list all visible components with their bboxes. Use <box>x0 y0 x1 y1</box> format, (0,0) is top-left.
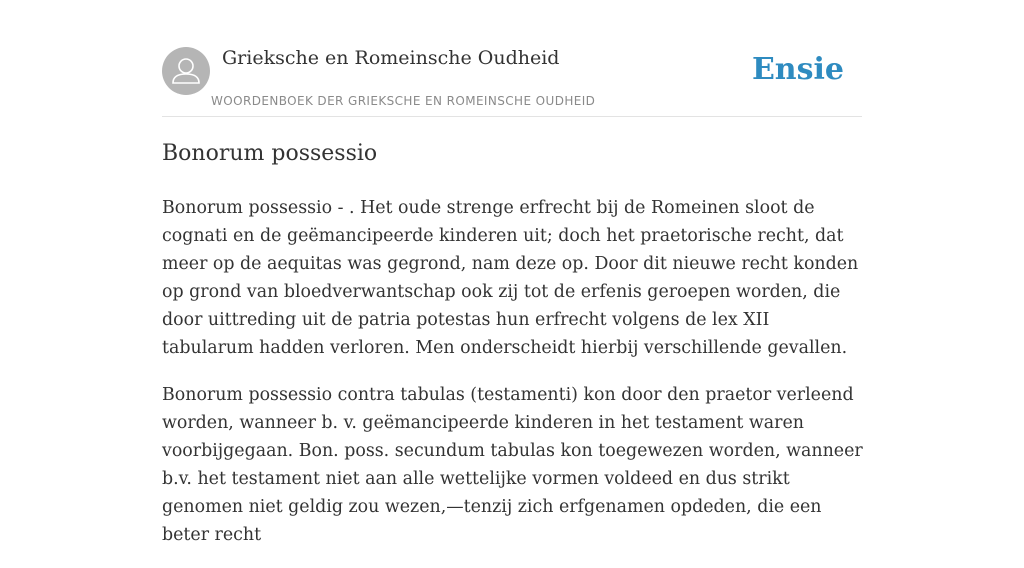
source-subtitle: WOORDENBOEK DER GRIEKSCHE EN ROMEINSCHE OUDHEID <box>211 94 596 108</box>
article-title: Bonorum possessio <box>162 141 378 166</box>
user-icon[interactable] <box>162 47 210 95</box>
article-paragraph: Bonorum possessio contra tabulas (testamenti) kon door den praetor verleend worden, wanneer b. v. geëmancipeerde kinderen in het testament waren voorbijgegaan. Bon. poss. secundum tabulas kon toegewezen worden, wanneer b.v. het testament niet aan alle wettelijke vormen voldeed en dus strikt genomen niet geldig zou wezen,—tenzij zich erfgenamen opdeden, die een beter recht <box>162 385 863 545</box>
article-body <box>162 194 864 549</box>
article-paragraph: Bonorum possessio - . Het oude strenge erfrecht bij de Romeinen sloot de cognati en de geëmancipeerde kinderen uit; doch het praetorische recht, dat meer op de aequitas was gegrond, nam deze op. Door dit nieuwe recht konden op grond van bloedverwantschap ook zij tot de erfenis geroepen worden, die door uittreding uit de patria potestas hun erfrecht volgens de lex XII tabularum hadden verloren. Men onderscheidt hierbij verschillende gevallen. <box>162 198 859 358</box>
source-title[interactable]: Grieksche en Romeinsche Oudheid <box>222 47 560 69</box>
brand-logo[interactable]: Ensie <box>751 52 844 87</box>
source-header <box>162 46 862 117</box>
article <box>162 138 864 568</box>
